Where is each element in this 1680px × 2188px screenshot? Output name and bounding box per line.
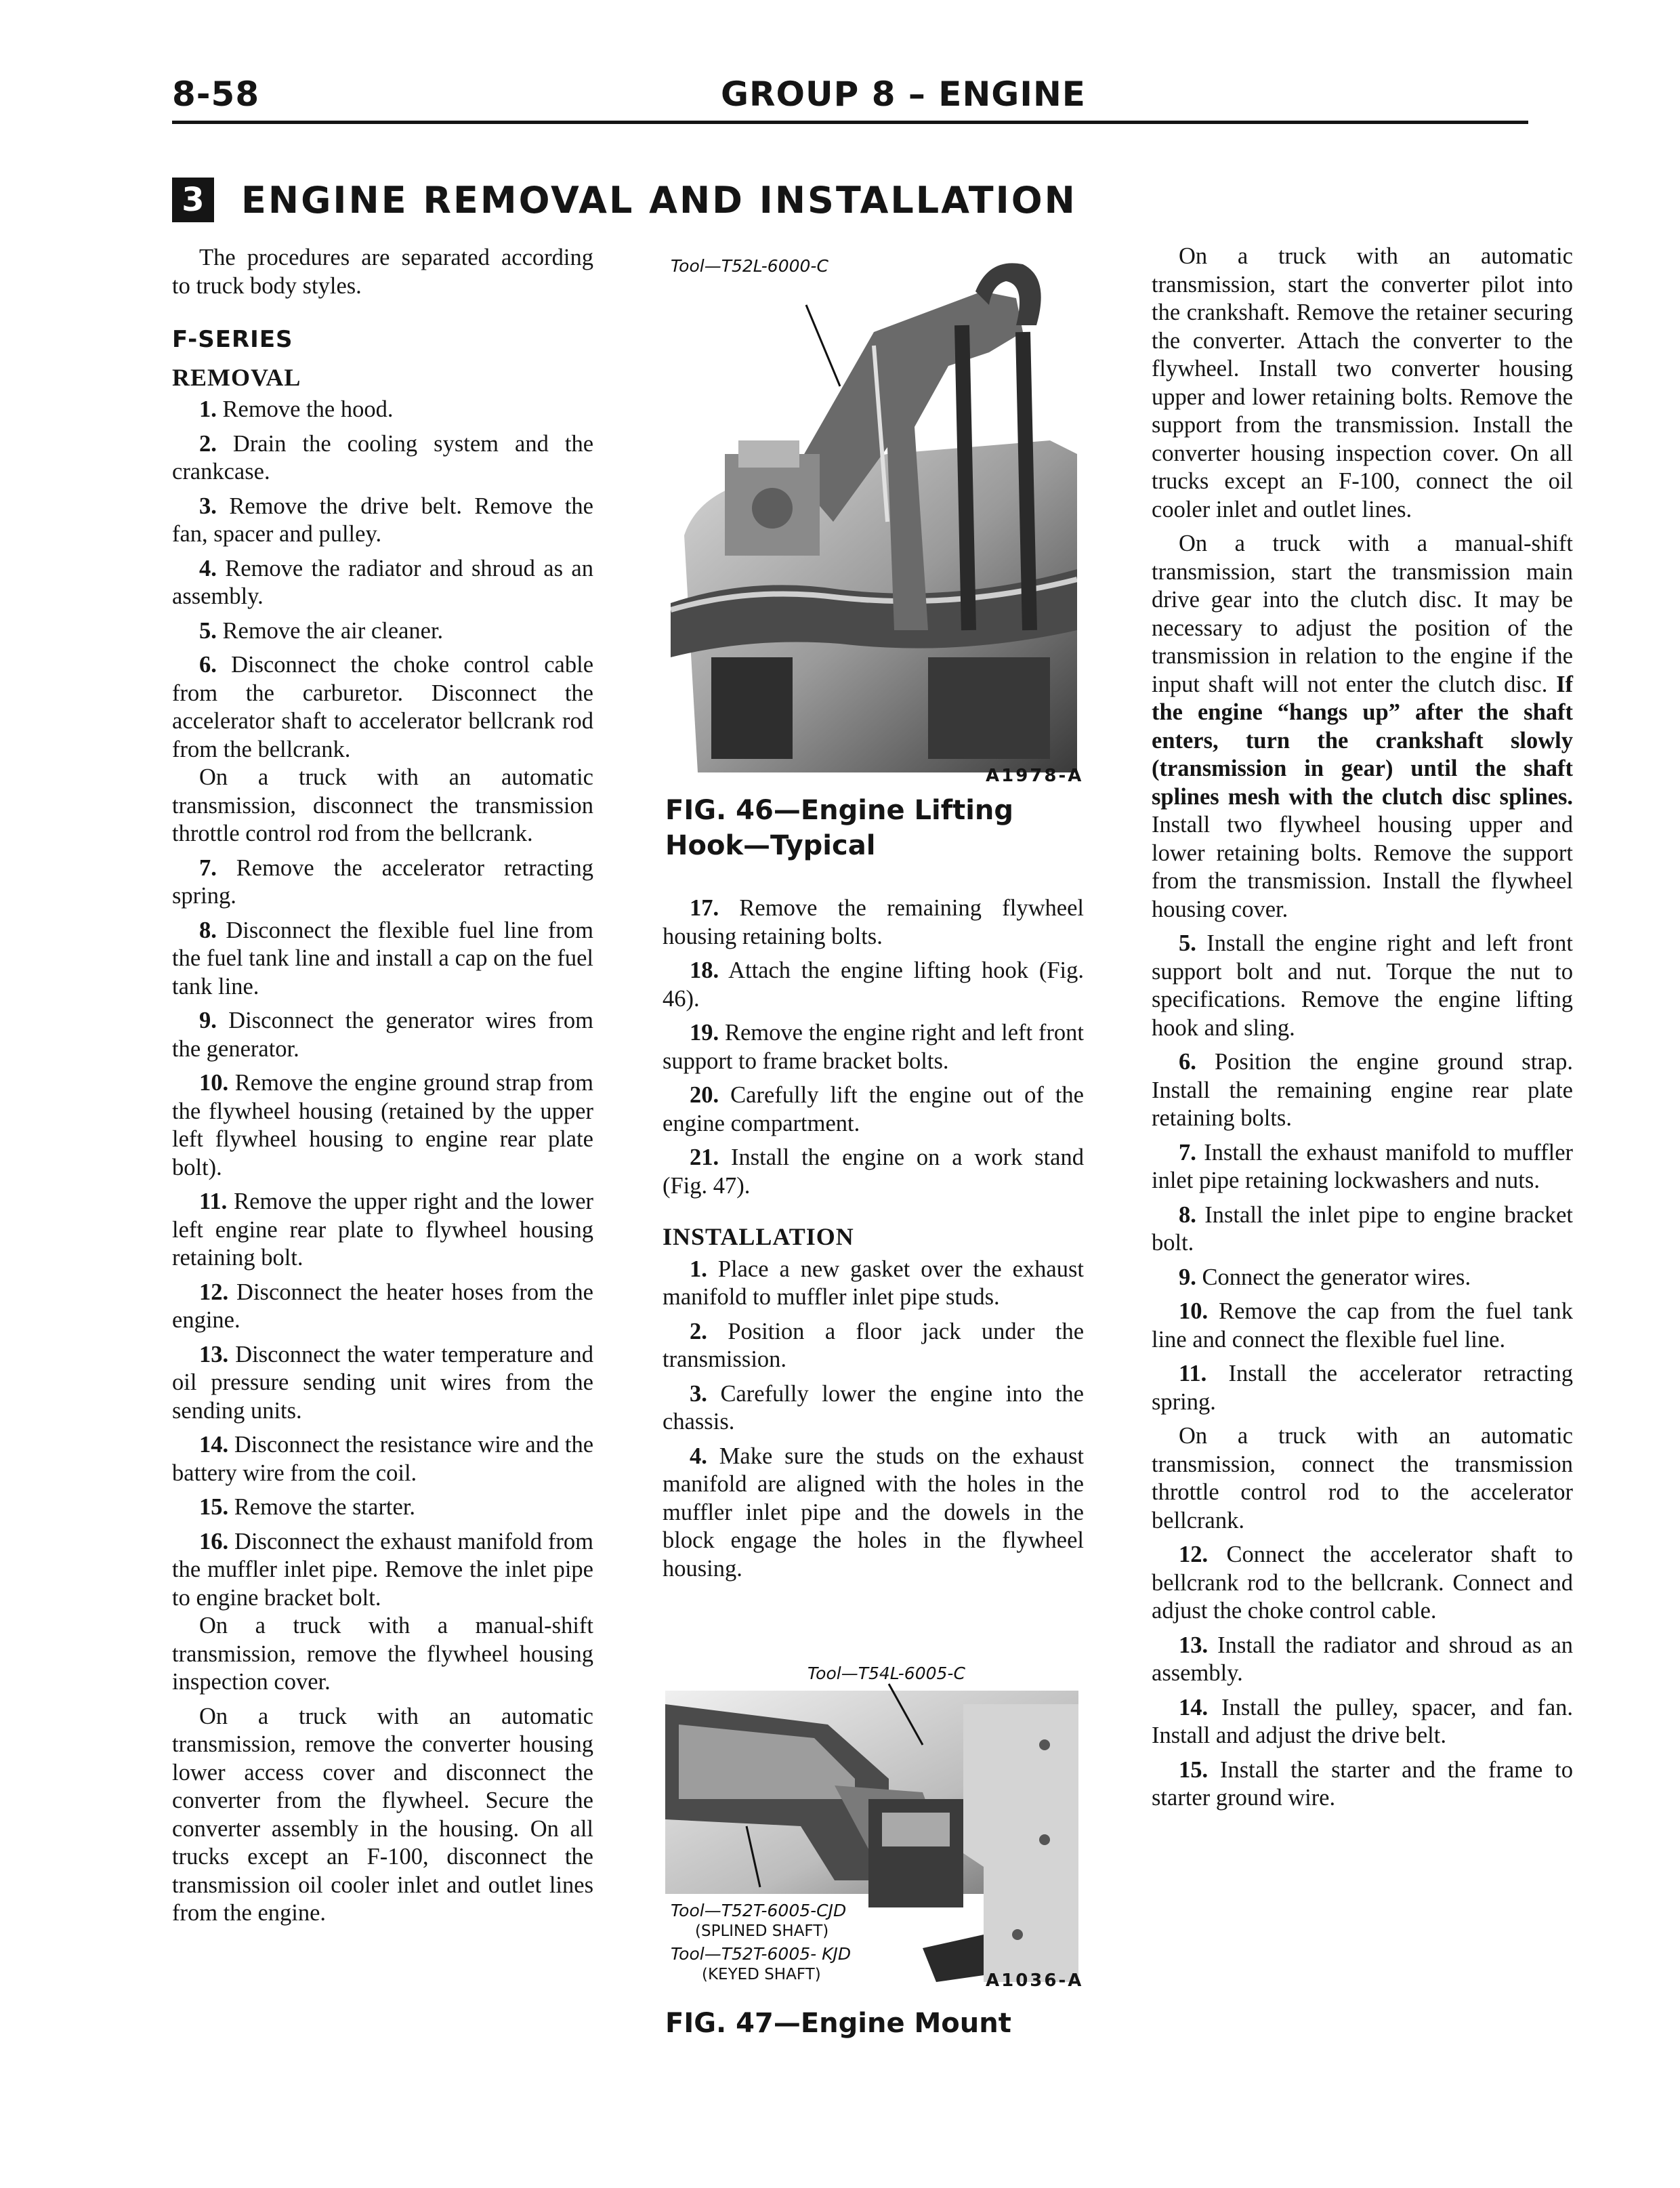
section-title — [172, 173, 1077, 227]
figure-46-code: A1978-A — [986, 766, 1084, 786]
step-17: 17. Remove the remaining flywheel housing retaining bolts. — [663, 895, 1084, 949]
step-11: 11. Remove the upper right and the lower left engine rear plate to flywheel housing retaining bolt. — [172, 1189, 594, 1271]
figure-47 — [665, 1664, 1078, 2016]
install-step-12: 12. Connect the accelerator shaft to bellcrank rod to the bellcrank. Connect and adjust the choke control cable. — [1152, 1542, 1574, 1624]
figure-47-code: A1036-A — [986, 1970, 1084, 1991]
step-18: 18. Attach the engine lifting hook (Fig. 46). — [663, 957, 1084, 1012]
install-step-15: 15. Install the starter and the frame to starter ground wire. — [1152, 1756, 1573, 1811]
figure-47-caption: FIG. 47—Engine Mount — [665, 2008, 1011, 2039]
engine-lifting-hook-photo — [671, 251, 1077, 772]
step-7: 7. Remove the accelerator retracting spring. — [172, 854, 593, 909]
step-2: 2. Drain the cooling system and the crankcase. — [172, 430, 594, 484]
paragraph-automatic-1: On a truck with an automatic transmission, disconnect the transmission throttle control rod from the bellcrank. — [172, 764, 593, 846]
install-step-14: 14. Install the pulley, spacer, and fan. Install and adjust the drive belt. — [1152, 1694, 1574, 1748]
column-3 — [1152, 243, 1573, 1819]
install-step-6: 6. Position the engine ground strap. Install the remaining engine rear plate retaining bolts. — [1152, 1049, 1573, 1131]
install-step-7: 7. Install the exhaust manifold to muffler inlet pipe retaining lockwashers and nuts. — [1152, 1139, 1573, 1193]
paragraph-automatic-4: On a truck with an automatic transmission, connect the transmission throttle control rod to the accelerator bellcrank. — [1152, 1423, 1573, 1533]
step-8: 8. Disconnect the flexible fuel line from the fuel tank line and install a cap on the fuel tank line. — [172, 917, 593, 999]
clutch-warning: If the engine “hangs up” after the shaft enters, turn the crankshaft slowly (transmission in gear) until the shaft splines mesh with the clutch disc splines. — [1152, 671, 1573, 810]
figure-46-tool-label: Tool—T52L-6000-C — [671, 256, 828, 276]
install-step-8: 8. Install the inlet pipe to engine bracket bolt. — [1152, 1201, 1574, 1256]
column-2 — [663, 894, 1084, 1589]
install-step-5: 5. Install the engine right and left front support bolt and nut. Torque the nut to specifications. Remove the engine lifting hook and sling. — [1152, 930, 1574, 1041]
figure-46 — [671, 251, 1077, 772]
page-header — [172, 68, 1527, 122]
paragraph-automatic-2: On a truck with an automatic transmission, remove the converter housing lower access cover and disconnect the converter from the flywheel. Secure the converter assembly in the housing. On all trucks except an F-100, disconnect the transmission oil cooler inlet and outlet lines from the engine. — [172, 1703, 593, 1926]
step-16: 16. Disconnect the exhaust manifold from the muffler inlet pipe. Remove the inlet pipe to engine bracket bolt. — [172, 1528, 593, 1611]
install-step-10: 10. Remove the cap from the fuel tank line and connect the flexible fuel line. — [1152, 1298, 1573, 1353]
column-1 — [172, 244, 593, 1934]
section-title-text: ENGINE REMOVAL AND INSTALLATION — [241, 178, 1077, 222]
figure-47-splined-label: (SPLINED SHAFT) — [695, 1922, 829, 1940]
step-12: 12. Disconnect the heater hoses from the engine. — [172, 1279, 593, 1333]
step-13: 13. Disconnect the water temperature and oil pressure sending unit wires from the sending units. — [172, 1341, 593, 1424]
figure-47-tool-kjd-label: Tool—T52T-6005- KJD — [671, 1944, 852, 1964]
step-1: 1. Remove the hood. — [199, 396, 394, 422]
step-6: 6. Disconnect the choke control cable from the carburetor. Disconnect the accelerator shaft to accelerator bellcrank rod from the bellcrank. — [172, 652, 594, 762]
install-step-11: 11. Install the accelerator retracting spring. — [1152, 1361, 1573, 1415]
install-step-9: 9. Connect the generator wires. — [1179, 1264, 1471, 1290]
step-21: 21. Install the engine on a work stand (Fig. 47). — [663, 1144, 1084, 1199]
step-20: 20. Carefully lift the engine out of the engine compartment. — [663, 1082, 1084, 1136]
step-4: 4. Remove the radiator and shroud as an assembly. — [172, 555, 593, 609]
figure-47-tool-top-label: Tool—T54L-6005-C — [807, 1664, 965, 1683]
step-14: 14. Disconnect the resistance wire and the battery wire from the coil. — [172, 1432, 594, 1486]
page-number: 8-58 — [172, 75, 260, 114]
section-badge: 3 — [172, 178, 214, 222]
install-step-4: 4. Make sure the studs on the exhaust manifold are aligned with the holes in the muffler inlet pipe and the dowels in the block engage the holes in the flywheel housing. — [663, 1443, 1084, 1582]
step-5: 5. Remove the air cleaner. — [199, 617, 444, 644]
figure-47-tool-cjd-label: Tool—T52T-6005-CJD — [671, 1901, 847, 1920]
intro-paragraph: The procedures are separated according to truck body styles. — [172, 245, 593, 299]
heading-f-series: F-SERIES — [172, 326, 293, 353]
install-step-1: 1. Place a new gasket over the exhaust manifold to muffler inlet pipe studs. — [663, 1256, 1084, 1310]
step-9: 9. Disconnect the generator wires from the generator. — [172, 1008, 594, 1062]
step-15: 15. Remove the starter. — [199, 1494, 416, 1520]
step-10: 10. Remove the engine ground strap from the flywheel housing (retained by the upper left flywheel housing to engine rear plate bolt). — [172, 1070, 593, 1180]
paragraph-manual-2: On a truck with a manual-shift transmission, start the transmission main drive gear into the clutch disc. It may be necessary to adjust the position of the transmission in relation to the engine if the input shaft will not enter the clutch disc. If the engine “hangs up” after the shaft enters, turn the crankshaft slowly (transmission in gear) until the shaft splines mesh with the clutch disc splines. Install two flywheel housing upper and lower retaining bolts. Remove the support from the transmission. Install the flywheel housing cover. — [1152, 531, 1573, 922]
header-rule — [172, 121, 1528, 124]
install-step-3: 3. Carefully lower the engine into the chassis. — [663, 1380, 1085, 1434]
figure-47-keyed-label: (KEYED SHAFT) — [702, 1966, 821, 1983]
running-head: GROUP 8 – ENGINE — [721, 75, 1086, 114]
heading-installation: INSTALLATION — [663, 1223, 854, 1250]
figure-46-caption: FIG. 46—Engine Lifting Hook—Typical — [665, 795, 1014, 861]
step-19: 19. Remove the engine right and left front support to frame bracket bolts. — [663, 1020, 1084, 1074]
paragraph-manual-1: On a truck with a manual-shift transmission, remove the flywheel housing inspection cover. — [172, 1613, 593, 1695]
heading-removal: REMOVAL — [172, 363, 301, 391]
step-3: 3. Remove the drive belt. Remove the fan, spacer and pulley. — [172, 493, 593, 547]
install-step-2: 2. Position a floor jack under the transmission. — [663, 1318, 1085, 1372]
install-step-13: 13. Install the radiator and shroud as an assembly. — [1152, 1632, 1574, 1686]
paragraph-automatic-3: On a truck with an automatic transmission, start the converter pilot into the crankshaft. Remove the retainer securing the converter. Attach the converter to the flywheel. Install two converter housing upper and lower retaining bolts. Remove the support from the transmission. Install the converter housing inspection cover. On all trucks except an F-100, connect the oil cooler inlet and outlet lines. — [1152, 243, 1573, 522]
